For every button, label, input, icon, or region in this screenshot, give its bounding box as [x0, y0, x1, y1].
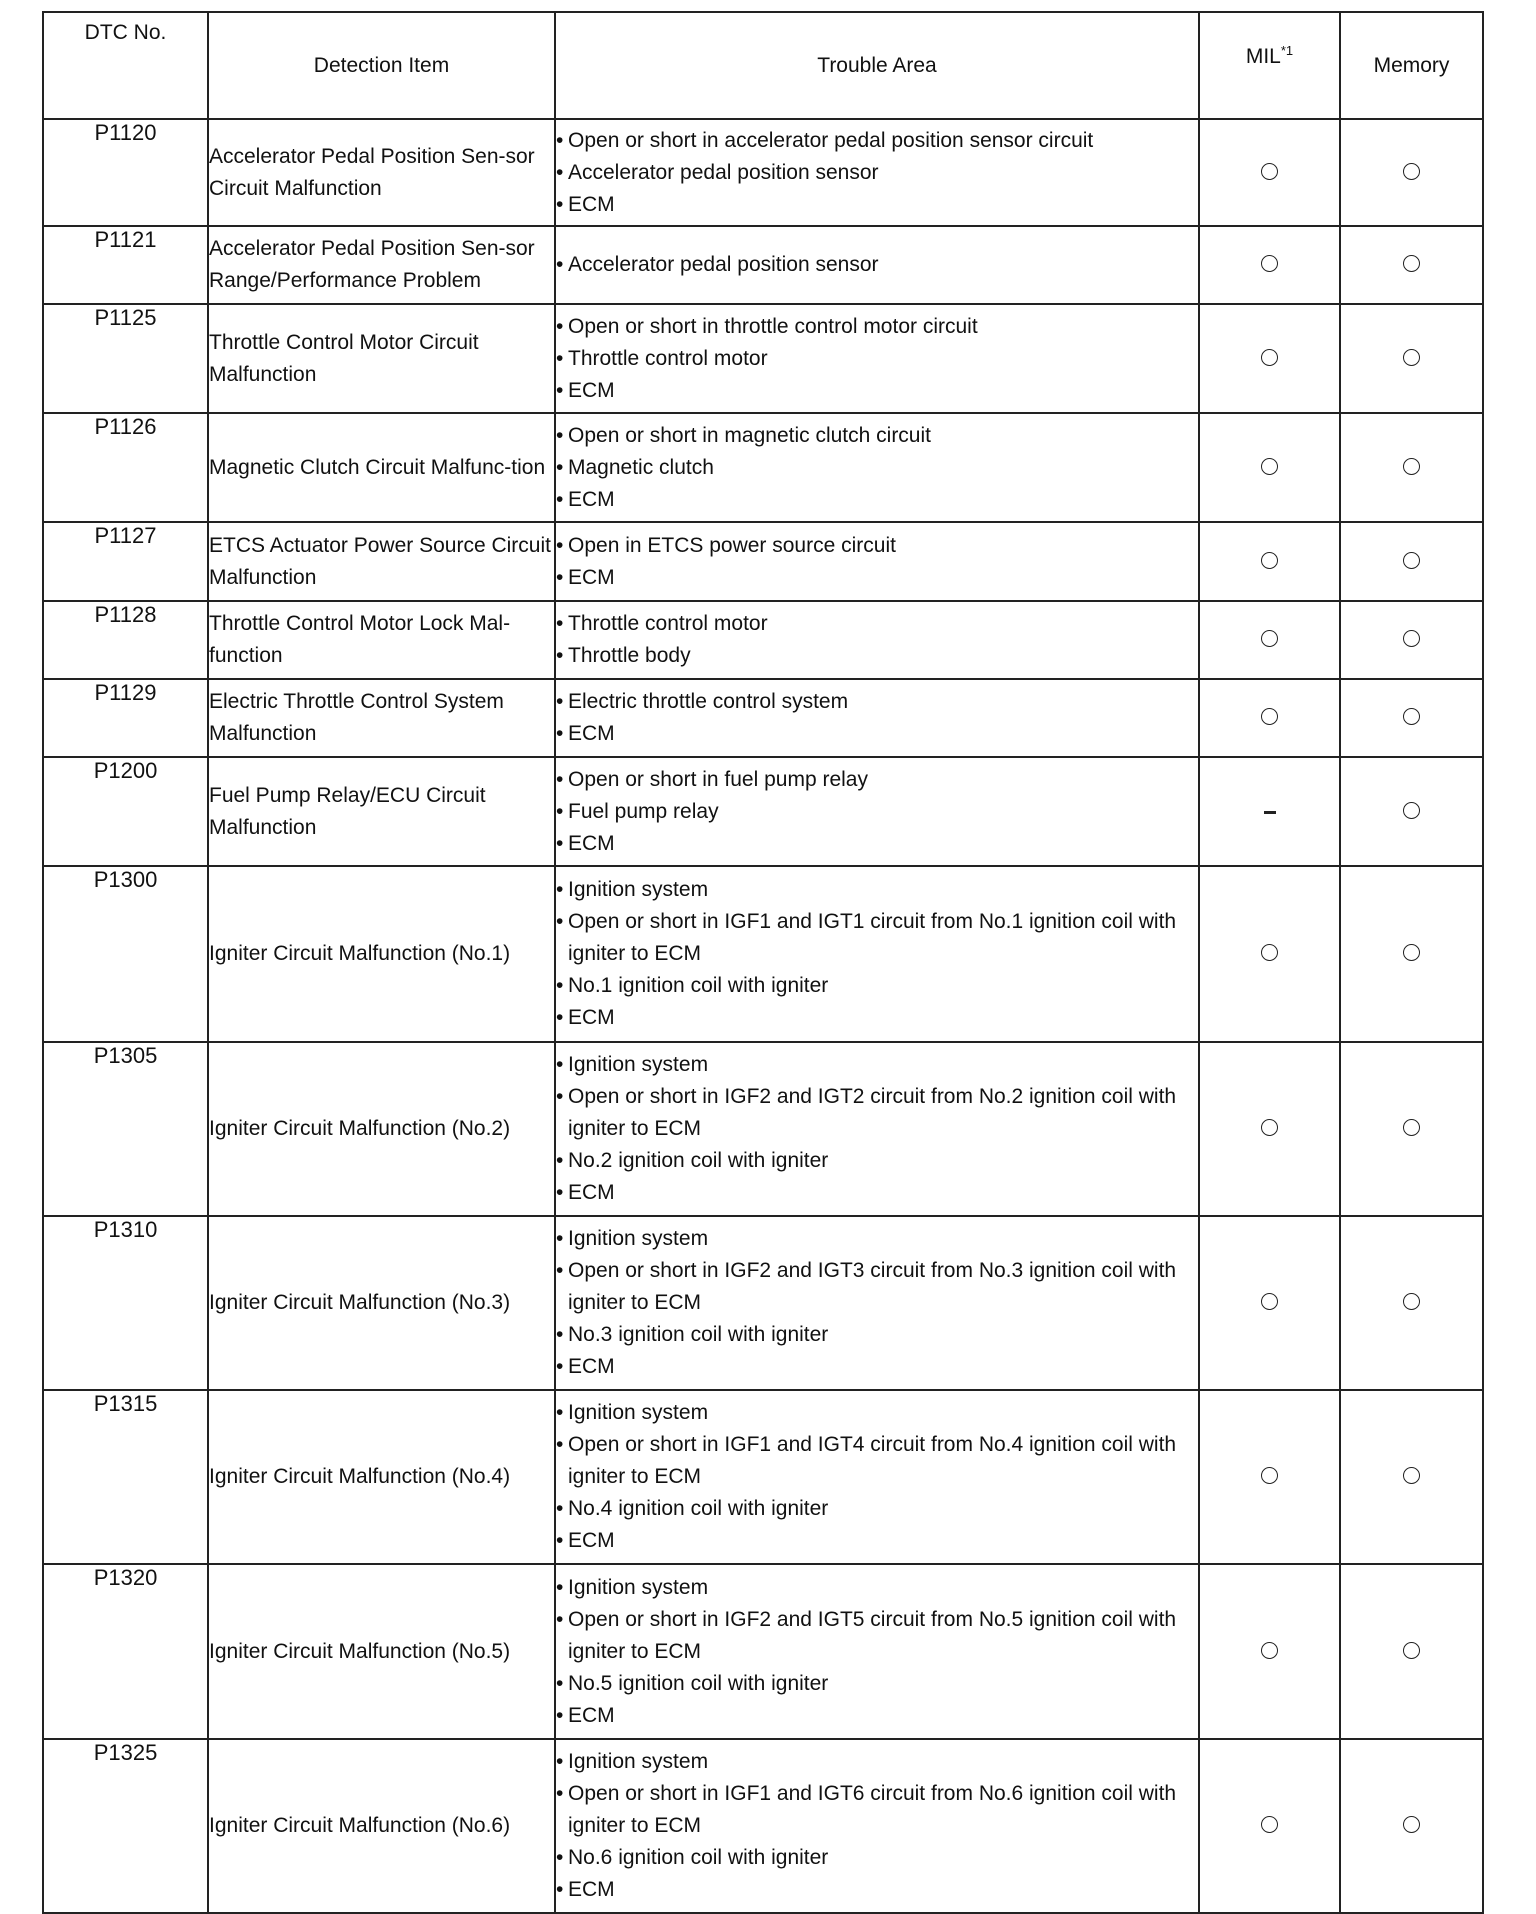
table-row — [43, 119, 1483, 226]
memory-cell — [1340, 226, 1483, 304]
header-mil-footnote: *1 — [1280, 43, 1294, 58]
memory-cell — [1340, 757, 1483, 866]
memory-cell — [1340, 304, 1483, 413]
mil-circle-icon — [1261, 255, 1278, 272]
dtc-code: P1125 — [43, 304, 208, 413]
trouble-area-item: • Accelerator pedal position sensor — [556, 157, 1198, 189]
trouble-area-item: • Ignition system — [556, 1049, 1198, 1081]
mil-circle-icon — [1261, 552, 1278, 569]
dtc-code: P1129 — [43, 679, 208, 757]
trouble-area — [555, 413, 1199, 522]
trouble-area — [555, 866, 1199, 1042]
mil-circle-icon — [1261, 708, 1278, 725]
trouble-area-item: • No.3 ignition coil with igniter — [556, 1319, 1198, 1351]
trouble-area-item: • Magnetic clutch — [556, 452, 1198, 484]
trouble-area-item: • Ignition system — [556, 874, 1198, 906]
trouble-area — [555, 522, 1199, 601]
dtc-code: P1320 — [43, 1564, 208, 1739]
trouble-area-item: • Ignition system — [556, 1746, 1198, 1778]
trouble-area-item: • Open or short in IGF2 and IGT2 circuit from No.2 ignition coil with igniter to ECM — [556, 1081, 1198, 1145]
dtc-code: P1200 — [43, 757, 208, 866]
trouble-area-item: • Ignition system — [556, 1397, 1198, 1429]
trouble-area-item: • Throttle control motor — [556, 608, 1198, 640]
mil-cell — [1199, 1739, 1340, 1913]
trouble-area-list — [556, 1572, 1198, 1732]
dtc-code: P1300 — [43, 866, 208, 1042]
table-row — [43, 601, 1483, 679]
trouble-area-item: • No.6 ignition coil with igniter — [556, 1842, 1198, 1874]
mil-circle-icon — [1261, 1467, 1278, 1484]
trouble-area-item: • ECM — [556, 484, 1198, 516]
dtc-code: P1120 — [43, 119, 208, 226]
mil-circle-icon — [1261, 1293, 1278, 1310]
memory-circle-icon — [1403, 708, 1420, 725]
trouble-area-item: • Open or short in IGF1 and IGT1 circuit from No.1 ignition coil with igniter to ECM — [556, 906, 1198, 970]
memory-cell — [1340, 866, 1483, 1042]
memory-cell — [1340, 1390, 1483, 1564]
mil-cell — [1199, 757, 1340, 866]
table-row — [43, 1739, 1483, 1913]
mil-cell — [1199, 119, 1340, 226]
detection-item: Fuel Pump Relay/ECU Circuit Malfunction — [208, 757, 555, 866]
trouble-area-item: • Open or short in accelerator pedal position sensor circuit — [556, 125, 1198, 157]
table-row — [43, 679, 1483, 757]
trouble-area-item: • Accelerator pedal position sensor — [556, 249, 1198, 281]
memory-cell — [1340, 119, 1483, 226]
header-trouble-area: Trouble Area — [555, 12, 1199, 119]
trouble-area-item: • Open or short in IGF1 and IGT6 circuit from No.6 ignition coil with igniter to ECM — [556, 1778, 1198, 1842]
trouble-area-list — [556, 1397, 1198, 1557]
trouble-area — [555, 601, 1199, 679]
table-row — [43, 522, 1483, 601]
trouble-area-list — [556, 686, 1198, 750]
mil-cell — [1199, 226, 1340, 304]
detection-item: Electric Throttle Control System Malfunction — [208, 679, 555, 757]
memory-circle-icon — [1403, 1816, 1420, 1833]
trouble-area-list — [556, 1746, 1198, 1906]
memory-circle-icon — [1403, 458, 1420, 475]
header-memory: Memory — [1340, 12, 1483, 119]
memory-cell — [1340, 1564, 1483, 1739]
memory-circle-icon — [1403, 802, 1420, 819]
trouble-area-item: • ECM — [556, 1525, 1198, 1557]
trouble-area-list — [556, 764, 1198, 860]
trouble-area-item: • ECM — [556, 189, 1198, 221]
header-dtc: DTC No. — [43, 12, 208, 119]
trouble-area — [555, 1390, 1199, 1564]
table-row — [43, 1216, 1483, 1390]
detection-item: Igniter Circuit Malfunction (No.6) — [208, 1739, 555, 1913]
trouble-area-item: • ECM — [556, 1177, 1198, 1209]
trouble-area-list — [556, 530, 1198, 594]
header-row — [43, 12, 1483, 119]
trouble-area — [555, 679, 1199, 757]
trouble-area-item: • No.2 ignition coil with igniter — [556, 1145, 1198, 1177]
mil-circle-icon — [1261, 1642, 1278, 1659]
memory-cell — [1340, 1739, 1483, 1913]
mil-cell — [1199, 522, 1340, 601]
memory-circle-icon — [1403, 1293, 1420, 1310]
trouble-area — [555, 1216, 1199, 1390]
detection-item: Igniter Circuit Malfunction (No.2) — [208, 1042, 555, 1216]
memory-cell — [1340, 1216, 1483, 1390]
dtc-code: P1121 — [43, 226, 208, 304]
trouble-area-item: • Open in ETCS power source circuit — [556, 530, 1198, 562]
table-row — [43, 1042, 1483, 1216]
trouble-area-item: • ECM — [556, 1002, 1198, 1034]
mil-circle-icon — [1261, 1119, 1278, 1136]
memory-cell — [1340, 1042, 1483, 1216]
mil-cell — [1199, 866, 1340, 1042]
dtc-table — [42, 11, 1484, 1914]
trouble-area-list — [556, 249, 1198, 281]
memory-cell — [1340, 413, 1483, 522]
dtc-code: P1310 — [43, 1216, 208, 1390]
memory-cell — [1340, 601, 1483, 679]
trouble-area-item: • No.4 ignition coil with igniter — [556, 1493, 1198, 1525]
memory-circle-icon — [1403, 163, 1420, 180]
mil-circle-icon — [1261, 163, 1278, 180]
trouble-area — [555, 757, 1199, 866]
detection-item: Throttle Control Motor Circuit Malfunction — [208, 304, 555, 413]
dtc-code: P1315 — [43, 1390, 208, 1564]
mil-cell — [1199, 1564, 1340, 1739]
detection-item: Accelerator Pedal Position Sen-sor Range/Performance Problem — [208, 226, 555, 304]
mil-circle-icon — [1261, 630, 1278, 647]
trouble-area — [555, 304, 1199, 413]
trouble-area-item: • Open or short in throttle control motor circuit — [556, 311, 1198, 343]
detection-item: ETCS Actuator Power Source Circuit Malfunction — [208, 522, 555, 601]
dtc-code: P1127 — [43, 522, 208, 601]
trouble-area-list — [556, 1223, 1198, 1383]
detection-item: Accelerator Pedal Position Sen-sor Circuit Malfunction — [208, 119, 555, 226]
mil-dash-icon — [1264, 811, 1276, 814]
trouble-area-list — [556, 874, 1198, 1034]
memory-circle-icon — [1403, 1642, 1420, 1659]
trouble-area-item: • Electric throttle control system — [556, 686, 1198, 718]
mil-circle-icon — [1261, 1816, 1278, 1833]
trouble-area — [555, 119, 1199, 226]
mil-circle-icon — [1261, 944, 1278, 961]
memory-circle-icon — [1403, 630, 1420, 647]
dtc-code: P1126 — [43, 413, 208, 522]
trouble-area — [555, 1042, 1199, 1216]
table-row — [43, 1390, 1483, 1564]
trouble-area-item: • Open or short in IGF2 and IGT5 circuit from No.5 ignition coil with igniter to ECM — [556, 1604, 1198, 1668]
mil-circle-icon — [1261, 458, 1278, 475]
trouble-area-item: • ECM — [556, 375, 1198, 407]
table-row — [43, 1564, 1483, 1739]
trouble-area-item: • Fuel pump relay — [556, 796, 1198, 828]
mil-cell — [1199, 1042, 1340, 1216]
detection-item: Igniter Circuit Malfunction (No.4) — [208, 1390, 555, 1564]
memory-circle-icon — [1403, 1467, 1420, 1484]
trouble-area-list — [556, 1049, 1198, 1209]
header-detection-item: Detection Item — [208, 12, 555, 119]
memory-circle-icon — [1403, 1119, 1420, 1136]
trouble-area-item: • Open or short in fuel pump relay — [556, 764, 1198, 796]
trouble-area-item: • Throttle body — [556, 640, 1198, 672]
memory-circle-icon — [1403, 552, 1420, 569]
trouble-area-list — [556, 608, 1198, 672]
trouble-area-list — [556, 125, 1198, 221]
trouble-area-item: • Open or short in magnetic clutch circuit — [556, 420, 1198, 452]
mil-cell — [1199, 304, 1340, 413]
trouble-area-item: • No.5 ignition coil with igniter — [556, 1668, 1198, 1700]
trouble-area-item: • ECM — [556, 1351, 1198, 1383]
trouble-area — [555, 1564, 1199, 1739]
trouble-area-item: • Ignition system — [556, 1572, 1198, 1604]
detection-item: Igniter Circuit Malfunction (No.1) — [208, 866, 555, 1042]
header-mil — [1199, 12, 1340, 119]
memory-cell — [1340, 522, 1483, 601]
table-row — [43, 413, 1483, 522]
trouble-area-item: • Throttle control motor — [556, 343, 1198, 375]
trouble-area-item: • Ignition system — [556, 1223, 1198, 1255]
trouble-area-item: • No.1 ignition coil with igniter — [556, 970, 1198, 1002]
detection-item: Magnetic Clutch Circuit Malfunc-tion — [208, 413, 555, 522]
trouble-area-list — [556, 311, 1198, 407]
trouble-area — [555, 1739, 1199, 1913]
mil-cell — [1199, 601, 1340, 679]
trouble-area-item: • ECM — [556, 828, 1198, 860]
dtc-code: P1305 — [43, 1042, 208, 1216]
table-row — [43, 304, 1483, 413]
trouble-area — [555, 226, 1199, 304]
trouble-area-item: • ECM — [556, 718, 1198, 750]
mil-cell — [1199, 1216, 1340, 1390]
detection-item: Igniter Circuit Malfunction (No.3) — [208, 1216, 555, 1390]
table-row — [43, 757, 1483, 866]
table-body — [43, 119, 1483, 1913]
table-row — [43, 866, 1483, 1042]
header-mil-label: MIL — [1245, 45, 1281, 68]
trouble-area-item: • ECM — [556, 1874, 1198, 1906]
dtc-code: P1325 — [43, 1739, 208, 1913]
trouble-area-item: • ECM — [556, 1700, 1198, 1732]
mil-circle-icon — [1261, 349, 1278, 366]
dtc-code: P1128 — [43, 601, 208, 679]
memory-cell — [1340, 679, 1483, 757]
trouble-area-item: • Open or short in IGF2 and IGT3 circuit from No.3 ignition coil with igniter to ECM — [556, 1255, 1198, 1319]
trouble-area-item: • Open or short in IGF1 and IGT4 circuit from No.4 ignition coil with igniter to ECM — [556, 1429, 1198, 1493]
memory-circle-icon — [1403, 349, 1420, 366]
mil-cell — [1199, 413, 1340, 522]
trouble-area-list — [556, 420, 1198, 516]
mil-cell — [1199, 1390, 1340, 1564]
detection-item: Igniter Circuit Malfunction (No.5) — [208, 1564, 555, 1739]
trouble-area-item: • ECM — [556, 562, 1198, 594]
detection-item: Throttle Control Motor Lock Mal-function — [208, 601, 555, 679]
mil-cell — [1199, 679, 1340, 757]
memory-circle-icon — [1403, 944, 1420, 961]
memory-circle-icon — [1403, 255, 1420, 272]
table-row — [43, 226, 1483, 304]
